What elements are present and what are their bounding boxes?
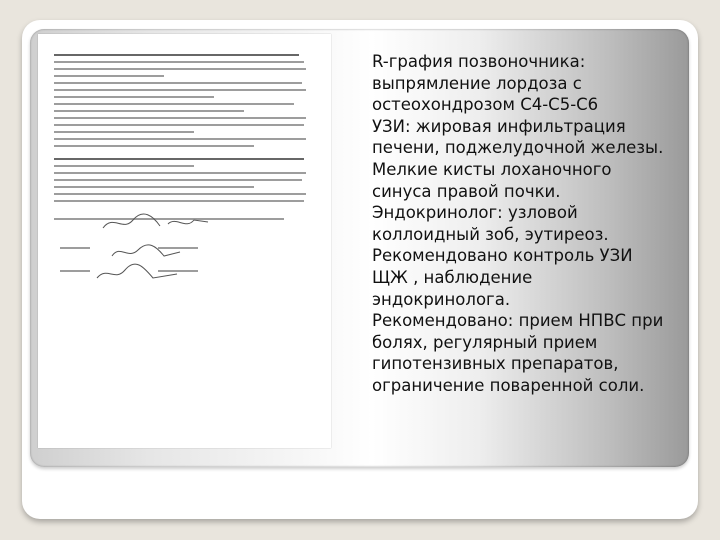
scanned-document-image <box>38 34 331 448</box>
doc-line <box>54 75 164 77</box>
doc-line <box>54 82 302 84</box>
doc-line <box>54 54 299 56</box>
doc-line <box>54 61 304 63</box>
doc-line <box>54 179 302 181</box>
doc-line <box>54 138 306 140</box>
signature-image <box>98 210 218 234</box>
doc-line <box>54 89 306 91</box>
doc-line <box>54 110 244 112</box>
doc-line <box>54 186 254 188</box>
doc-line <box>54 117 306 119</box>
doc-line <box>54 145 254 147</box>
doc-line <box>54 193 306 195</box>
doc-line <box>158 247 198 249</box>
doc-line <box>54 158 304 160</box>
slide-body-text: R-графия позвоночника: выпрямление лордоза с остеохондрозом С4-С5-С6 УЗИ: жировая инфильтрация печени, поджелудочной железы. Мелкие кисты лоханочного синуса правой почки. Эндокринолог: узловой коллоидный зоб, эутиреоз. Рекомендовано контроль УЗИ ЩЖ , наблюдение эндокринолога. Рекомендовано: прием НПВС при болях, регулярный прием гипотензивных препаратов, ограничение поваренной соли. <box>372 52 664 395</box>
doc-line <box>54 165 194 167</box>
doc-line <box>54 200 304 202</box>
doc-line <box>60 247 90 249</box>
doc-line <box>54 124 304 126</box>
doc-line <box>54 96 214 98</box>
signature-image <box>93 262 183 284</box>
signature-image <box>108 242 188 262</box>
doc-line <box>54 68 306 70</box>
doc-line <box>54 172 306 174</box>
doc-line <box>54 131 194 133</box>
doc-line <box>54 103 294 105</box>
doc-line <box>158 270 198 272</box>
doc-line <box>60 270 90 272</box>
